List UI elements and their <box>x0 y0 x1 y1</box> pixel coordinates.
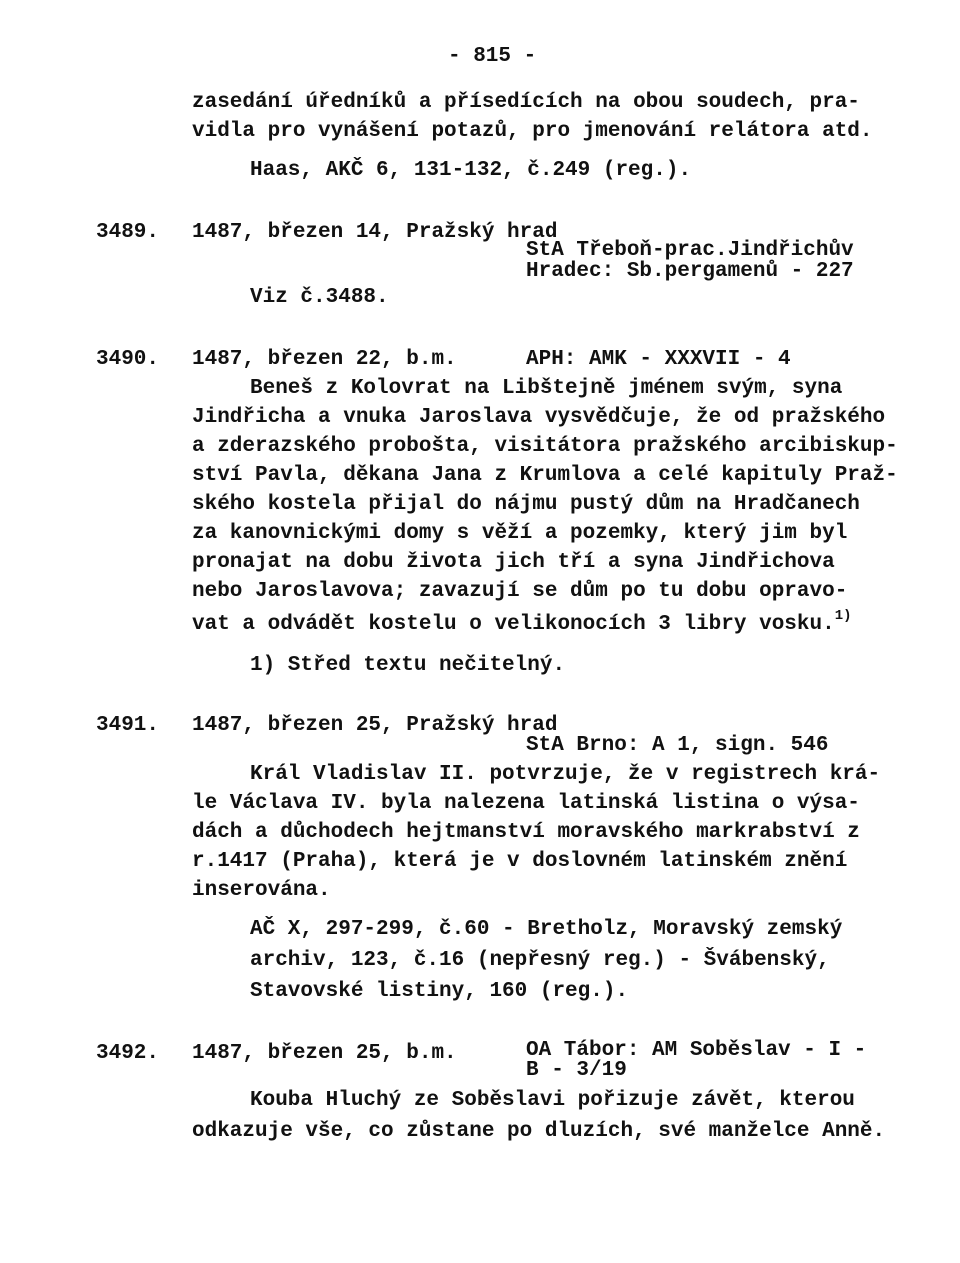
entry-text-line: inserována. <box>192 879 331 902</box>
entry-archive: APH: AMK - XXXVII - 4 <box>526 348 791 371</box>
entry-text-line: pronajat na dobu života jich tří a syna Jindřichova <box>192 551 835 574</box>
entry-source-line: Stavovské listiny, 160 (reg.). <box>250 980 629 1003</box>
intro-source: Haas, AKČ 6, 131-132, č.249 (reg.). <box>250 159 692 182</box>
entry-header: 1487, březen 22, b.m. <box>192 348 457 371</box>
entry-number: 3492. <box>96 1042 160 1065</box>
entry-archive: OA Tábor: AM Soběslav - I - <box>526 1039 867 1062</box>
entry-text-line: Jindřicha a vnuka Jaroslava vysvědčuje, že od pražského <box>192 406 886 429</box>
intro-line: zasedání úředníků a přísedících na obou soudech, pra- <box>192 91 860 114</box>
entry-text-line: odkazuje vše, co zůstane po dluzích, své manželce Anně. <box>192 1120 886 1143</box>
entry-archive: B - 3/19 <box>526 1059 627 1082</box>
entry-text-line: ského kostela přijal do nájmu pustý dům na Hradčanech <box>192 493 860 516</box>
entry-number: 3491. <box>96 714 160 737</box>
footnote-mark: 1) <box>834 608 852 624</box>
entry-number: 3490. <box>96 348 160 371</box>
entry-text-line: a zderazského probošta, visitátora pražského arcibiskup- <box>192 435 898 458</box>
entry-text-line: Kouba Hluchý ze Soběslavi pořizuje závět, kterou <box>250 1089 855 1112</box>
page-number: - 815 - <box>448 45 537 68</box>
entry-text-line: r.1417 (Praha), která je v doslovném latinském znění <box>192 850 848 873</box>
entry-text-line: le Václava IV. byla nalezena latinská listina o výsa- <box>192 792 860 815</box>
entry-source-line: AČ X, 297-299, č.60 - Bretholz, Moravský zemský <box>250 918 843 941</box>
intro-line: vidla pro vynášení potazů, pro jmenování relátora atd. <box>192 120 873 143</box>
entry-archive: Hradec: Sb.pergamenů - 227 <box>526 260 854 283</box>
entry-archive: StA Brno: A 1, sign. 546 <box>526 734 829 757</box>
entry-header: 1487, březen 25, b.m. <box>192 1042 457 1065</box>
entry-text-line: nebo Jaroslavova; zavazují se dům po tu dobu opravo- <box>192 580 848 603</box>
entry-text-line: Beneš z Kolovrat na Libštejně jménem svým, syna <box>250 377 843 400</box>
entry-text-line: Král Vladislav II. potvrzuje, že v registrech krá- <box>250 763 881 786</box>
entry-number: 3489. <box>96 221 160 244</box>
entry-text-content: vat a odvádět kostelu o velikonocích 3 libry vosku. <box>192 613 835 636</box>
entry-archive: StA Třeboň-prac.Jindřichův <box>526 239 854 262</box>
entry-header: 1487, březen 25, Pražský hrad <box>192 714 558 737</box>
entry-note: Viz č.3488. <box>250 286 389 309</box>
entry-header: 1487, březen 14, Pražský hrad <box>192 221 558 244</box>
entry-text-line: dách a důchodech hejtmanství moravského markrabství z <box>192 821 860 844</box>
entry-text-line: ství Pavla, děkana Jana z Krumlova a celé kapituly Praž- <box>192 464 898 487</box>
entry-text-line: za kanovnickými domy s věží a pozemky, který jim byl <box>192 522 848 545</box>
entry-source-line: archiv, 123, č.16 (nepřesný reg.) - Švábenský, <box>250 949 830 972</box>
entry-text-line <box>192 608 852 636</box>
footnote: 1) Střed textu nečitelný. <box>250 654 566 677</box>
